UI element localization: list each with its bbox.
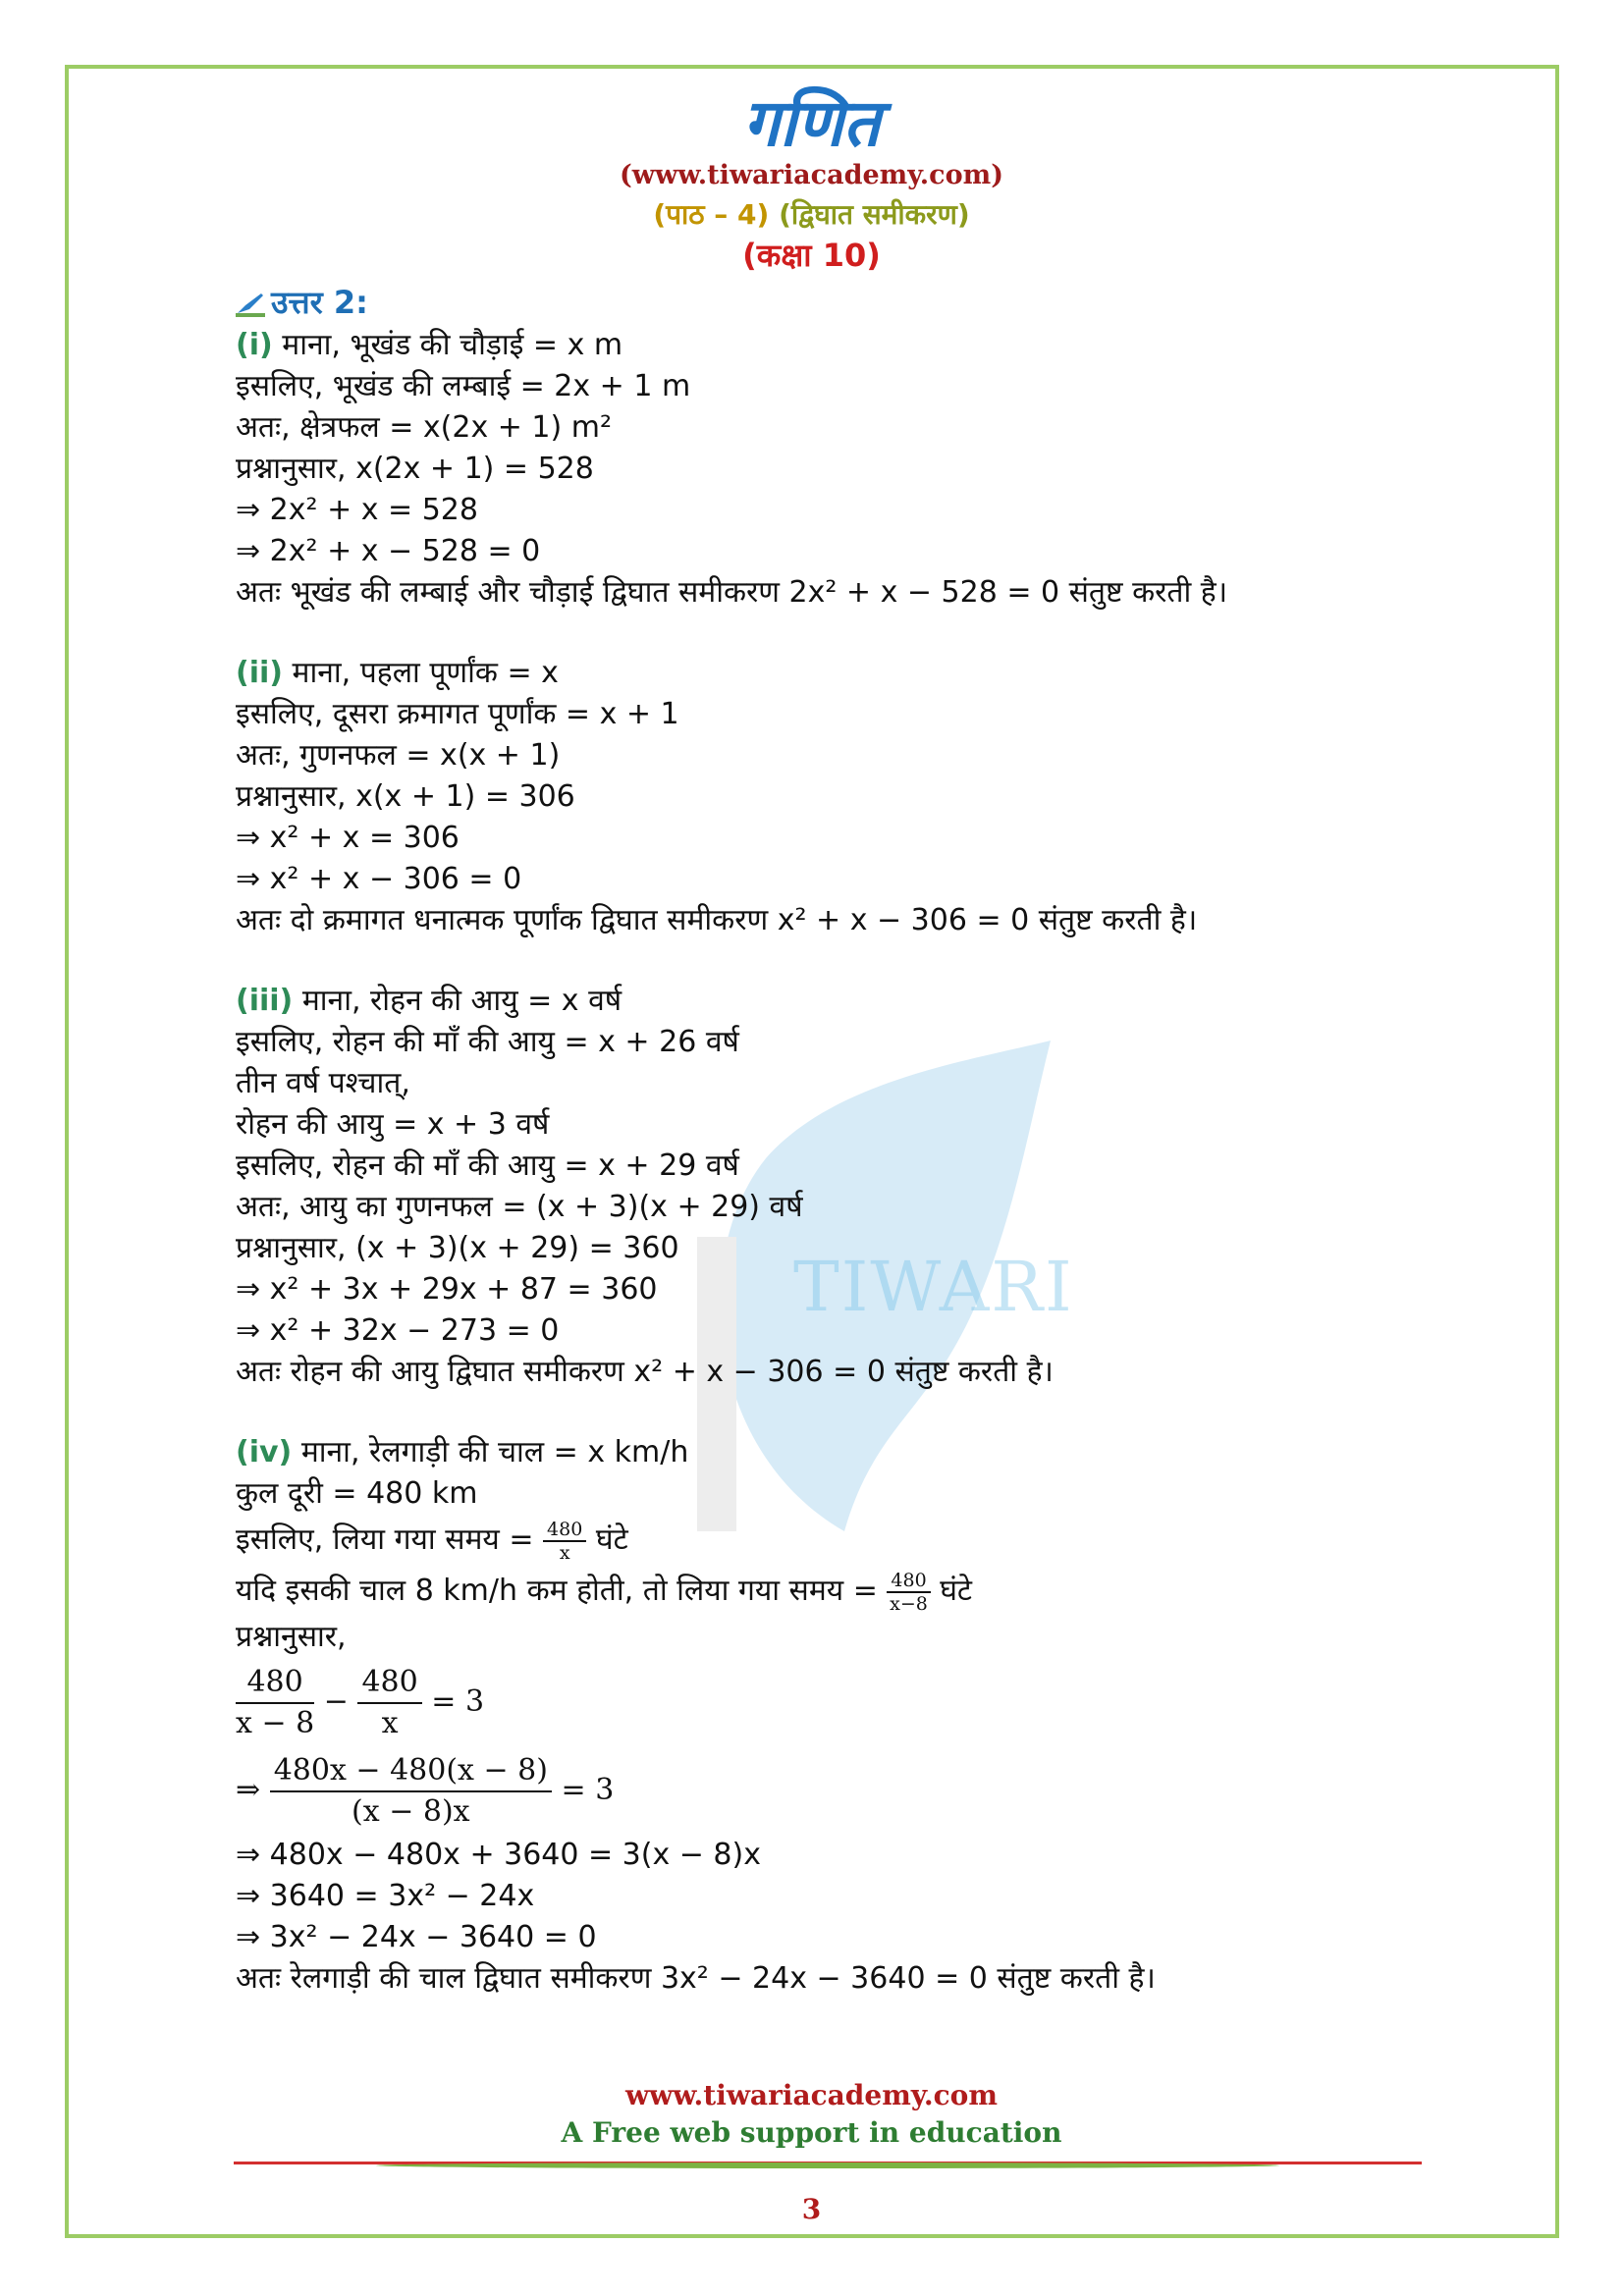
part-iii-line-7: प्रश्नानुसार, (x + 3)(x + 29) = 360 [236, 1231, 679, 1265]
part-iii-conclusion: अतः रोहन की आयु द्विघात समीकरण x² + x − 306 = 0 संतुष्ट करती है। [236, 1355, 1054, 1389]
part-iv-equation-1: $\frac{480}{x - 8}$ − $\frac{480}{x}$ = 3 [236, 1658, 1414, 1746]
part-iii-line-8: ⇒ x² + 3x + 29x + 87 = 360 [236, 1272, 658, 1307]
part-label: (iii) [236, 984, 294, 1018]
chapter-name: (द्विघात समीकरण) [779, 198, 970, 231]
part-iii-line-2: इसलिए, रोहन की माँ की आयु = x + 26 वर्ष [236, 1025, 739, 1059]
part-iv-equation-2: ⇒ $\frac{480x - 480(x - 8)}{(x - 8)x}$ = 3 [236, 1746, 1414, 1835]
fraction: $\frac{480}{x}$ [357, 1663, 421, 1743]
header-website: (www.tiwariacademy.com) [620, 160, 1003, 190]
fraction: $\frac{480}{x}$ [543, 1519, 586, 1564]
part-label: (iv) [236, 1435, 293, 1469]
part-ii-line-4: प्रश्नानुसार, x(x + 1) = 306 [236, 779, 575, 814]
part-i-line-1: (i) माना, भूखंड की चौड़ाई = x m [236, 328, 623, 362]
pen-icon [236, 284, 265, 329]
chapter-number: (पाठ – 4) [653, 198, 770, 231]
part-ii-line-5: ⇒ x² + x = 306 [236, 821, 460, 855]
part-iii-line-9: ⇒ x² + 32x − 273 = 0 [236, 1313, 560, 1348]
footer-divider [234, 2160, 1422, 2169]
part-iii-line-3: तीन वर्ष पश्चात्, [236, 1066, 410, 1100]
part-label: (ii) [236, 656, 283, 690]
part-i-line-3: अतः, क्षेत्रफल = x(2x + 1) m² [236, 410, 612, 445]
part-ii-line-1: (ii) माना, पहला पूर्णांक = x [236, 656, 559, 690]
part-ii-conclusion: अतः दो क्रमागत धनात्मक पूर्णांक द्विघात समीकरण x² + x − 306 = 0 संतुष्ट करती है। [236, 903, 1198, 937]
part-iv-line-6: ⇒ 480x − 480x + 3640 = 3(x − 8)x [236, 1838, 761, 1872]
page-title: गणित [742, 85, 881, 161]
part-i-line-6: ⇒ 2x² + x − 528 = 0 [236, 534, 541, 568]
solution-content [236, 280, 1414, 2000]
part-i-conclusion: अतः भूखंड की लम्बाई और चौड़ाई द्विघात समीकरण 2x² + x − 528 = 0 संतुष्ट करती है। [236, 575, 1228, 610]
part-iv-line-4: यदि इसकी चाल 8 km/h कम होती, तो लिया गया समय = $\frac{480}{x-8}$ घंटे [236, 1569, 973, 1615]
part-iii-line-5: इसलिए, रोहन की माँ की आयु = x + 29 वर्ष [236, 1148, 739, 1183]
part-iv-line-7: ⇒ 3640 = 3x² − 24x [236, 1879, 535, 1913]
footer-website-link[interactable]: www.tiwariacademy.com [625, 2079, 998, 2111]
part-ii-line-3: अतः, गुणनफल = x(x + 1) [236, 738, 561, 773]
part-iv-line-1: (iv) माना, रेलगाड़ी की चाल = x km/h [236, 1435, 689, 1469]
part-iii-line-1: (iii) माना, रोहन की आयु = x वर्ष [236, 984, 622, 1018]
part-iv-line-8: ⇒ 3x² − 24x − 3640 = 0 [236, 1920, 597, 1954]
part-iii-line-6: अतः, आयु का गुणनफल = (x + 3)(x + 29) वर्ष [236, 1190, 803, 1224]
part-ii-line-6: ⇒ x² + x − 306 = 0 [236, 862, 522, 896]
part-iv-line-2: कुल दूरी = 480 km [236, 1476, 478, 1511]
footer-tagline: A Free web support in education [561, 2116, 1062, 2149]
part-iv-line-3: इसलिए, लिया गया समय = $\frac{480}{x}$ घंटे [236, 1518, 628, 1564]
part-label: (i) [236, 328, 273, 362]
part-iv-line-5: प्रश्नानुसार, [236, 1620, 347, 1654]
part-iv-conclusion: अतः रेलगाड़ी की चाल द्विघात समीकरण 3x² − 24x − 3640 = 0 संतुष्ट करती है। [236, 1961, 1156, 1996]
part-i-line-5: ⇒ 2x² + x = 528 [236, 493, 478, 527]
class-label: (कक्षा 10) [742, 237, 881, 274]
part-i-line-4: प्रश्नानुसार, x(2x + 1) = 528 [236, 452, 594, 486]
answer-heading: उत्तर 2: [236, 280, 1414, 325]
fraction: $\frac{480x - 480(x - 8)}{(x - 8)x}$ [270, 1751, 552, 1832]
part-iii-line-4: रोहन की आयु = x + 3 वर्ष [236, 1107, 550, 1142]
part-i-line-2: इसलिए, भूखंड की लम्बाई = 2x + 1 m [236, 369, 691, 403]
part-ii-line-2: इसलिए, दूसरा क्रमागत पूर्णांक = x + 1 [236, 697, 679, 731]
chapter-line [0, 195, 1623, 233]
fraction: $\frac{480}{x-8}$ [887, 1570, 930, 1615]
fraction: $\frac{480}{x - 8}$ [236, 1664, 315, 1740]
page-number: 3 [801, 2193, 822, 2225]
watermark-text: TIWARI [793, 1247, 1074, 1327]
